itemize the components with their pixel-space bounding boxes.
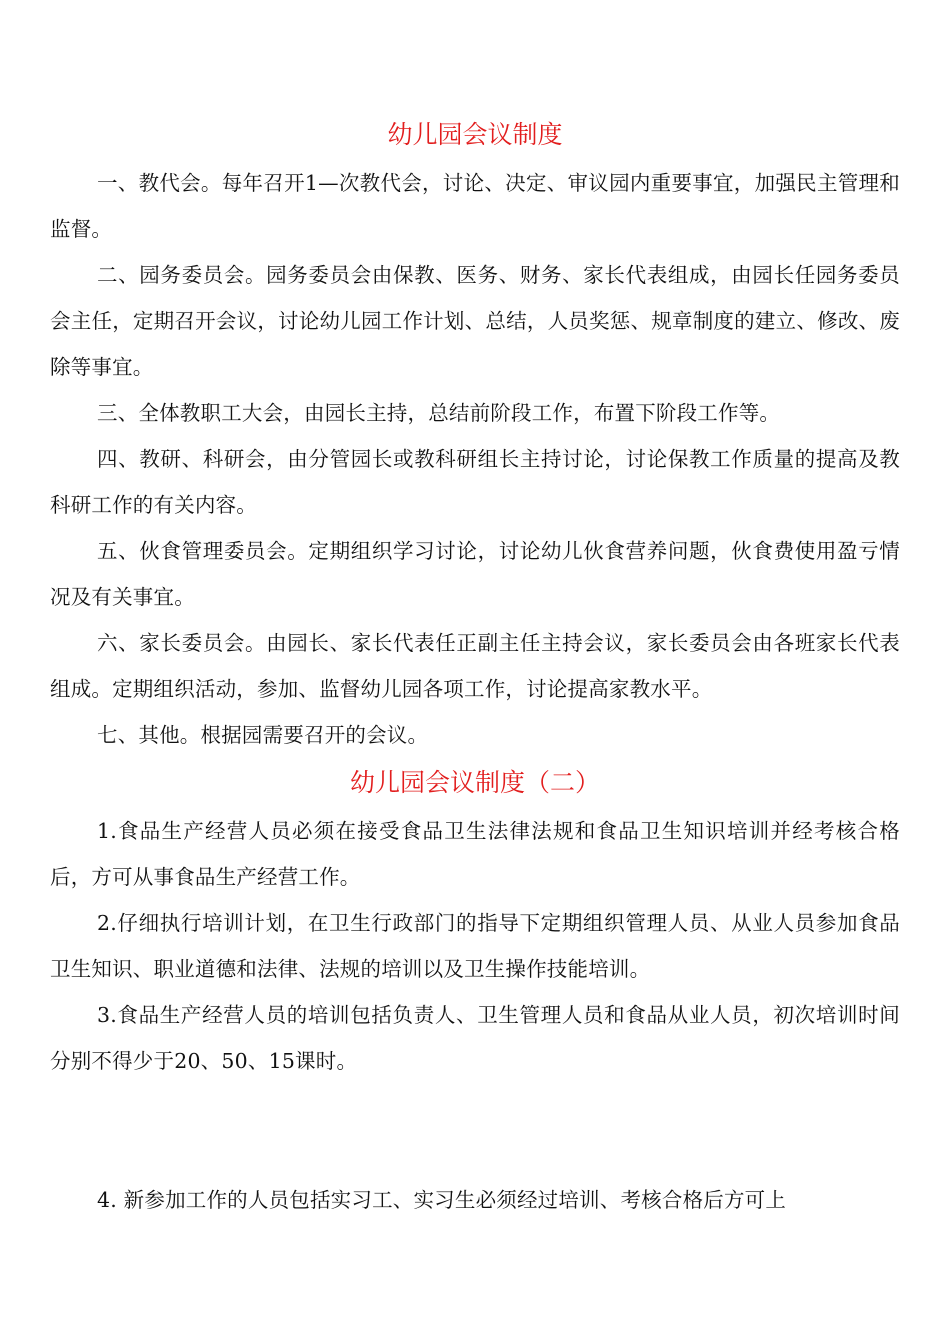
section1-paragraph-6: 六、家长委员会。由园长、家长代表任正副主任主持会议，家长委员会由各班家长代表组成。定期组织活动，参加、监督幼儿园各项工作，讨论提高家教水平。 <box>50 631 900 701</box>
section1-paragraph-5: 五、伙食管理委员会。定期组织学习讨论，讨论幼儿伙食营养问题，伙食费使用盈亏情况及有关事宜。 <box>50 539 900 609</box>
blank-gap <box>50 1084 900 1177</box>
section1-paragraph-1: 一、教代会。每年召开1—次教代会，讨论、决定、审议园内重要事宜，加强民主管理和监督。 <box>50 171 900 241</box>
section2-paragraph-4: 4. 新参加工作的人员包括实习工、实习生必须经过培训、考核合格后方可上 <box>97 1188 787 1212</box>
section1-paragraph-7: 七、其他。根据园需要召开的会议。 <box>97 723 429 747</box>
section2-paragraph-1: 1.食品生产经营人员必须在接受食品卫生法律法规和食品卫生知识培训并经考核合格后，方可从事食品生产经营工作。 <box>50 819 900 889</box>
section1-paragraph-2: 二、园务委员会。园务委员会由保教、医务、财务、家长代表组成，由园长任园务委员会主任，定期召开会议，讨论幼儿园工作计划、总结，人员奖惩、规章制度的建立、修改、废除等事宜。 <box>50 263 900 379</box>
section2-title: 幼儿园会议制度（二） <box>349 768 600 797</box>
document-page <box>50 110 900 1223</box>
section1-paragraph-4: 四、教研、科研会，由分管园长或教科研组长主持讨论，讨论保教工作质量的提高及教科研工作的有关内容。 <box>50 447 900 517</box>
section1-title: 幼儿园会议制度 <box>387 120 563 149</box>
section2-paragraph-3: 3.食品生产经营人员的培训包括负责人、卫生管理人员和食品从业人员，初次培训时间分别不得少于20、50、15课时。 <box>50 1003 900 1073</box>
section1-paragraph-3: 三、全体教职工大会，由园长主持，总结前阶段工作，布置下阶段工作等。 <box>97 401 781 425</box>
section2-paragraph-2: 2.仔细执行培训计划，在卫生行政部门的指导下定期组织管理人员、从业人员参加食品卫生知识、职业道德和法律、法规的培训以及卫生操作技能培训。 <box>50 911 900 981</box>
